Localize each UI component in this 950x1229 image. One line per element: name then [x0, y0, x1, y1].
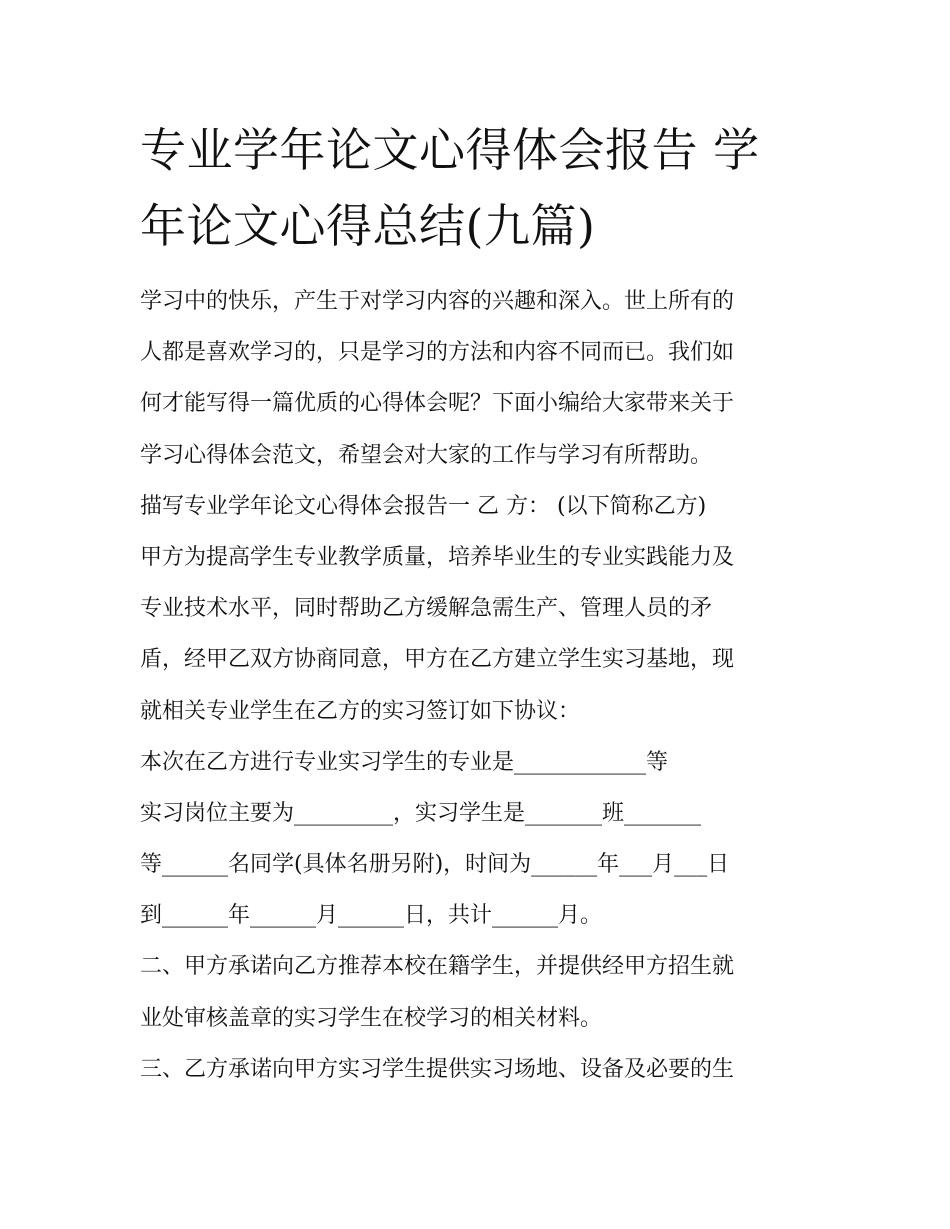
form-line-position: 实习岗位主要为_________，实习学生是_______班_______ — [140, 800, 702, 826]
body-line-9: 就相关专业学生在乙方的实习签订如下协议： — [140, 698, 581, 724]
document-body — [140, 276, 820, 1095]
document-title — [140, 112, 820, 264]
body-line-8: 盾，经甲乙双方协商同意，甲方在乙方建立学生实习基地，现 — [140, 647, 735, 673]
title-line-2: 年论文心得总结(九篇) — [140, 199, 596, 253]
body-line-3: 何才能写得一篇优质的心得体会呢？下面小编给大家带来关于 — [140, 391, 735, 417]
section-heading-1: 描写专业学年论文心得体会报告一 乙 方： (以下简称乙方) — [140, 493, 707, 519]
title-line-1: 专业学年论文心得体会报告 学 — [140, 123, 760, 177]
clause-2-line-1: 二、甲方承诺向乙方推荐本校在籍学生，并提供经甲方招生就 — [140, 954, 735, 980]
clause-3-line-1: 三、乙方承诺向甲方实习学生提供实习场地、设备及必要的生 — [140, 1056, 735, 1082]
form-line-period: 到______年______月______日，共计______月。 — [140, 903, 603, 929]
body-line-7: 专业技术水平，同时帮助乙方缓解急需生产、管理人员的矛 — [140, 596, 713, 622]
body-line-6: 甲方为提高学生专业教学质量，培养毕业生的专业实践能力及 — [140, 544, 735, 570]
form-line-major: 本次在乙方进行专业实习学生的专业是____________等 — [140, 749, 669, 775]
body-line-2: 人都是喜欢学习的，只是学习的方法和内容不同而已。我们如 — [140, 340, 735, 366]
form-line-students: 等______名同学(具体名册另附)，时间为______年___月___日 — [140, 852, 730, 878]
body-line-1: 学习中的快乐，产生于对学习内容的兴趣和深入。世上所有的 — [140, 289, 735, 314]
body-line-4: 学习心得体会范文，希望会对大家的工作与学习有所帮助。 — [140, 442, 713, 468]
clause-2-line-2: 业处审核盖章的实习学生在校学习的相关材料。 — [140, 1005, 603, 1031]
